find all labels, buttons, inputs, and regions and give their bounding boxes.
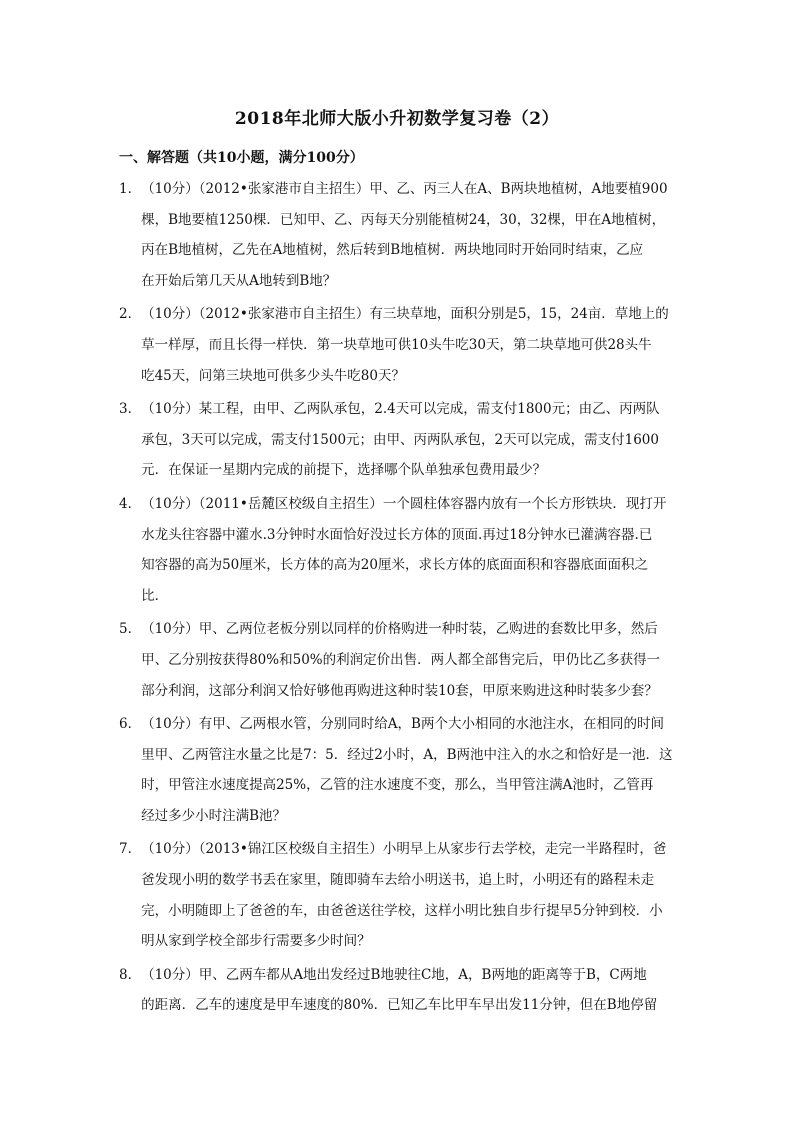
question-item xyxy=(119,299,684,391)
question-number: 2． xyxy=(119,306,142,323)
question-text-line: 棵，B地要植1250棵．已知甲、乙、丙每天分别能植树24，30，32棵，甲在A地植树， xyxy=(141,211,666,228)
question-text-line: （10分）有甲、乙两根水管，分别同时给A，B两个大小相同的水池注水，在相同的时间 xyxy=(141,716,664,733)
question-item xyxy=(119,174,684,296)
question-text-line: （10分）甲、乙两位老板分别以同样的价格购进一种时装，乙购进的套数比甲多，然后 xyxy=(141,621,658,638)
question-text xyxy=(141,614,684,706)
question-item xyxy=(119,489,684,611)
question-text xyxy=(141,394,684,486)
question-text-line: 甲、乙分别按获得80%和50%的利润定价出售．两人都全部售完后，甲仍比乙多获得一 xyxy=(141,651,661,668)
question-text-line: 草一样厚，而且长得一样快．第一块草地可供10头牛吃30天，第二块草地可供28头牛 xyxy=(141,336,652,353)
document-title: 2018年北师大版小升初数学复习卷（2） xyxy=(234,109,560,129)
question-number: 7． xyxy=(119,841,142,858)
question-text-line: （10分）某工程，由甲、乙两队承包，2.4天可以完成，需支付1800元；由乙、丙两队 xyxy=(141,401,660,418)
question-text-line: 丙在B地植树，乙先在A地植树，然后转到B地植树．两块地同时开始同时结束，乙应 xyxy=(141,242,644,259)
question-text-line: 里甲、乙两管注水量之比是7：5．经过2小时，A，B两池中注入的水之和恰好是一池．这 xyxy=(141,746,673,763)
question-text-line: （10分）（2012•张家港市自主招生）有三块草地，面积分别是5，15，24亩．草地上的 xyxy=(141,306,669,323)
question-item xyxy=(119,614,684,706)
question-text-line: （10分）（2012•张家港市自主招生）甲、乙、丙三人在A、B两块地植树，A地要植900 xyxy=(141,181,668,197)
question-text-line: 水龙头往容器中灌水.3分钟时水面恰好没过长方体的顶面.再过18分钟水已灌满容器.已 xyxy=(141,526,653,543)
question-text-line: 在开始后第几天从A地转到B地？ xyxy=(141,272,337,289)
question-text xyxy=(141,174,684,296)
question-text-line: 的距离．乙车的速度是甲车速度的80%．已知乙车比甲车早出发11分钟，但在B地停留 xyxy=(141,997,658,1014)
section-heading: 一、解答题（共10小题，满分100分） xyxy=(119,150,364,166)
question-number: 1． xyxy=(119,181,142,197)
question-item xyxy=(119,834,684,956)
question-number: 3． xyxy=(119,401,142,418)
question-item xyxy=(119,960,684,1021)
question-text-line: （10分）甲、乙两车都从A地出发经过B地驶往C地，A，B两地的距离等于B，C两地 xyxy=(141,966,647,983)
question-number: 4． xyxy=(119,495,142,512)
question-text xyxy=(141,834,684,956)
question-item xyxy=(119,709,684,831)
question-text-line: （10分）（2011•岳麓区校级自主招生）一个圆柱体容器内放有一个长方形铁块．现打开 xyxy=(141,495,667,512)
question-text-line: 爸发现小明的数学书丢在家里，随即骑车去给小明送书，追上时，小明还有的路程未走 xyxy=(141,872,655,889)
question-text-line: （10分）（2013•锦江区校级自主招生）小明早上从家步行去学校，走完一半路程时，爸 xyxy=(141,841,667,858)
question-list xyxy=(119,174,684,1024)
question-text-line: 元．在保证一星期内完成的前提下，选择哪个队单独承包费用最少？ xyxy=(141,462,547,479)
question-text-line: 经过多少小时注满B池？ xyxy=(141,807,287,824)
question-text xyxy=(141,960,684,1021)
question-text-line: 部分利润，这部分利润又恰好够他再购进这种时装10套，甲原来购进这种时装多少套？ xyxy=(141,682,658,699)
question-item xyxy=(119,394,684,486)
question-text-line: 完，小明随即上了爸爸的车，由爸爸送往学校，这样小明比独自步行提早5分钟到校．小 xyxy=(141,902,663,919)
question-text-line: 明从家到学校全部步行需要多少时间？ xyxy=(141,933,371,950)
question-text xyxy=(141,489,684,611)
question-text xyxy=(141,299,684,391)
question-number: 5． xyxy=(119,621,142,638)
question-number: 6． xyxy=(119,716,142,733)
question-text xyxy=(141,709,684,831)
question-text-line: 吃45天，问第三块地可供多少头牛吃80天？ xyxy=(141,367,405,384)
question-text-line: 比． xyxy=(141,587,169,604)
question-text-line: 知容器的高为50厘米，长方体的高为20厘米，求长方体的底面面积和容器底面面积之 xyxy=(141,557,648,574)
question-text-line: 时，甲管注水速度提高25%，乙管的注水速度不变，那么，当甲管注满A池时，乙管再 xyxy=(141,777,654,794)
question-text-line: 承包，3天可以完成，需支付1500元；由甲、丙两队承包，2天可以完成，需支付1600 xyxy=(141,431,659,448)
question-number: 8． xyxy=(119,966,142,983)
